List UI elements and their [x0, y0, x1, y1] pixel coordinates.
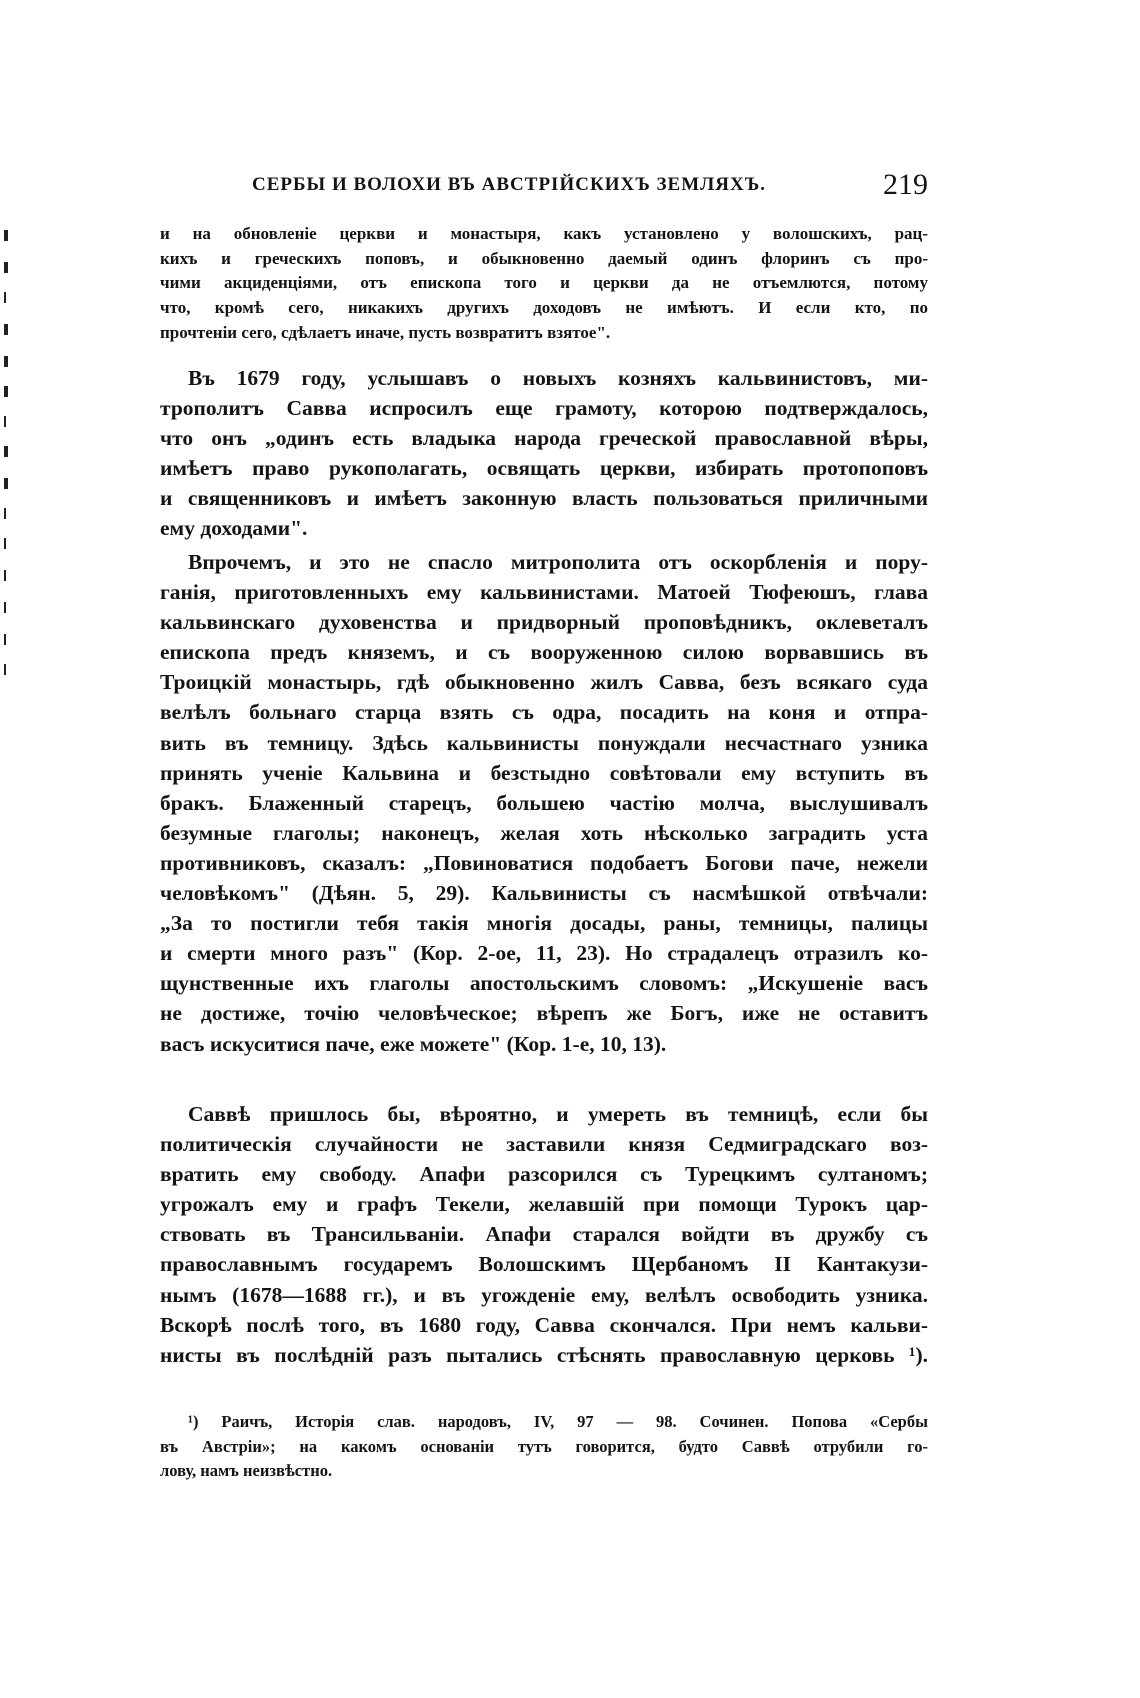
- text-line: что онъ „одинъ есть владыка народа греческой православной вѣры,: [160, 426, 928, 451]
- margin-mark: [4, 446, 8, 457]
- text-line: трополитъ Савва испросилъ еще грамоту, которою подтверждалось,: [160, 396, 928, 421]
- text-line: вратить ему свободу. Апафи разсорился съ Турецкимъ султаномъ;: [160, 1162, 928, 1187]
- text-line: „За то постигли тебя такія многія досады, раны, темницы, палицы: [160, 911, 928, 936]
- footnote-line: въ Австріи»; на какомъ основаніи тутъ говорится, будто Саввѣ отрубили го-: [160, 1436, 928, 1456]
- margin-mark: [4, 386, 8, 397]
- text-line: человѣкомъ" (Дѣян. 5, 29). Кальвинисты съ насмѣшкой отвѣчали:: [160, 881, 928, 906]
- paragraph-3: [160, 1099, 928, 1370]
- text-line: кальвинскаго духовенства и придворный проповѣдникъ, оклеветалъ: [160, 610, 928, 635]
- margin-mark: [4, 324, 8, 335]
- text-line: принять ученіе Кальвина и безстыдно совѣтовали ему вступить въ: [160, 760, 928, 785]
- text-line: политическія случайности не заставили князя Седмиградскаго воз-: [160, 1132, 928, 1157]
- margin-mark: [4, 356, 8, 367]
- footnote-line: лову, намъ неизвѣстно.: [160, 1461, 333, 1480]
- margin-mark: [4, 416, 6, 427]
- margin-mark: [4, 664, 6, 675]
- page-number: 219: [883, 168, 928, 201]
- text-line: безумные глаголы; наконецъ, желая хоть нѣсколько заградить уста: [160, 820, 928, 845]
- margin-mark: [4, 570, 6, 581]
- margin-mark: [4, 508, 6, 519]
- text-line: православнымъ государемъ Волошскимъ Щербаномъ II Кантакузи-: [160, 1252, 928, 1277]
- margin-mark: [4, 538, 6, 549]
- margin-mark: [4, 262, 8, 273]
- text-line: что, кромѣ сего, никакихъ другихъ доходовъ не имѣютъ. И если кто, по: [160, 298, 928, 318]
- text-line: велѣлъ больнаго старца взять съ одра, посадить на коня и отпра-: [160, 700, 928, 725]
- text-line: Въ 1679 году, услышавъ о новыхъ козняхъ кальвинистовъ, ми-: [188, 366, 928, 390]
- text-line: щунственные ихъ глаголы апостольскимъ словомъ: „Искушеніе васъ: [160, 971, 928, 996]
- paragraph-2: [160, 547, 928, 1059]
- running-title: СЕРБЫ И ВОЛОХИ ВЪ АВСТРІЙСКИХЪ ЗЕМЛЯХЪ.: [252, 174, 767, 195]
- footnote-line: ¹) Раичъ, Исторія слав. народовъ, IV, 97 — 98. Сочинен. Попова «Сербы: [188, 1412, 928, 1431]
- text-line: нымъ (1678—1688 гг.), и въ угожденіе ему, велѣлъ освободить узника.: [160, 1282, 928, 1307]
- text-line: Впрочемъ, и это не спасло митрополита отъ оскорбленія и пору-: [188, 550, 928, 574]
- text-line: угрожалъ ему и графъ Текели, желавшій при помощи Турокъ цар-: [160, 1192, 928, 1217]
- margin-mark: [4, 292, 6, 303]
- text-line: нисты въ послѣдній разъ пытались стѣснять православную церковь ¹).: [160, 1342, 928, 1367]
- text-line: имѣетъ право рукополагать, освящать церкви, избирать протопоповъ: [160, 456, 928, 481]
- text-line: и смерти много разъ" (Кор. 2-ое, 11, 23). Но страдалецъ отразилъ ко-: [160, 941, 928, 966]
- text-line: кихъ и греческихъ поповъ, и обыкновенно даемый одинъ флоринъ съ про-: [160, 248, 928, 268]
- text-line: не достиже, точію человѣческое; вѣрепъ же Богъ, иже не оставитъ: [160, 1001, 928, 1026]
- text-line: и священниковъ и имѣетъ законную власть пользоваться приличными: [160, 486, 928, 511]
- margin-mark: [4, 634, 6, 645]
- text-line: чими акциденціями, отъ епископа того и церкви да не отъемлются, потому: [160, 273, 928, 293]
- footnote: [160, 1410, 928, 1484]
- text-line: Троицкій монастырь, гдѣ обыкновенно жилъ Савва, безъ всякаго суда: [160, 670, 928, 695]
- quote-block: [160, 222, 928, 345]
- text-line: прочтеніи сего, сдѣлаетъ иначе, пусть возвратитъ взятое".: [160, 322, 611, 342]
- paragraph-1: [160, 363, 928, 544]
- text-line: Вскорѣ послѣ того, въ 1680 году, Савва скончался. При немъ кальви-: [160, 1312, 928, 1337]
- text-line: и на обновленіе церкви и монастыря, какъ установлено у волошскихъ, рац-: [160, 224, 928, 243]
- text-line: ствовать въ Трансильваніи. Апафи старался войдти въ дружбу съ: [160, 1222, 928, 1247]
- text-line: епископа предъ княземъ, и съ вооруженною силою ворвавшись въ: [160, 640, 928, 665]
- text-line: противниковъ, сказалъ: „Повиноватися подобаетъ Богови паче, нежели: [160, 850, 928, 875]
- text-line: бракъ. Блаженный старецъ, большею частію молча, выслушивалъ: [160, 790, 928, 815]
- text-line: васъ искуситися паче, еже можете" (Кор. 1-е, 10, 13).: [160, 1031, 667, 1056]
- page-header: [160, 168, 928, 208]
- margin-mark: [4, 602, 6, 613]
- margin-mark: [4, 478, 8, 489]
- text-line: ему доходами".: [160, 516, 308, 541]
- text-line: вить въ темницу. Здѣсь кальвинисты понуждали несчастнаго узника: [160, 730, 928, 755]
- text-line: ганія, приготовленныхъ ему кальвинистами. Матоей Тюфеюшъ, глава: [160, 580, 928, 605]
- margin-mark: [4, 230, 8, 241]
- text-line: Саввѣ пришлось бы, вѣроятно, и умереть въ темницѣ, если бы: [188, 1102, 928, 1126]
